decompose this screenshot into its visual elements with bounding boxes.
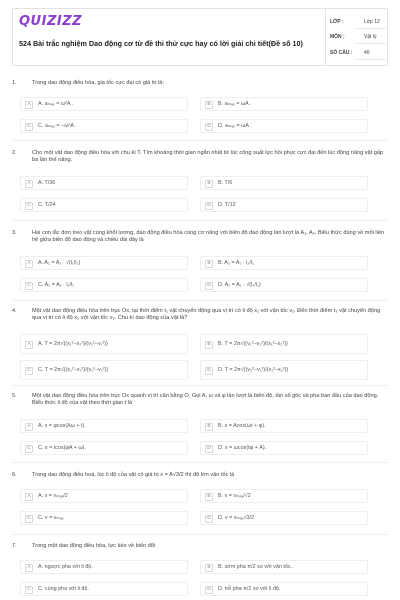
question-text: Một vật dao động điều hòa trên trục Ox, tại thời điểm t₁ vật chuyển động qua vị trí có li độ x₁ với vận tốc v₁. Đến thời điểm t₂ vật chuyển động qua vị trí có li độ x₂ với vận tốc v₂. Chu kì dao động của vật là? — [32, 308, 381, 322]
option-text: D. T/12 — [218, 202, 236, 208]
option-letter: A — [25, 423, 33, 431]
option-text: A. x = φcos(Aω + t). — [38, 423, 86, 429]
question-text: Hai con lắc đơn treo vật cùng khối lượng, dao động điều hòa cùng cơ năng với biên độ dao động lần lượt là A₁, A₂. Biểu thức đúng về mối liên hệ giữa biên độ dao động và chiều dài dây là — [32, 230, 385, 244]
option-letter: B — [205, 493, 213, 501]
option-text: D. aₘₐₓ = ωA . — [218, 123, 252, 129]
option-b[interactable] — [200, 560, 368, 574]
option-letter: C — [25, 586, 33, 594]
option-text: B. T = 2π√((v₁²−v₂²)/(x₁²−x₂²)) — [218, 341, 288, 347]
meta-row-count — [330, 46, 388, 60]
option-text: B. A₂ = A₁ · l₂/l₁ — [218, 260, 254, 266]
option-text: C. cùng pha với li độ. — [38, 586, 89, 592]
meta-key: SỐ CÂU : — [330, 50, 353, 56]
option-text: C. x = tcos(φA + ω). — [38, 445, 86, 451]
option-text: A. ngược pha với li độ. — [38, 564, 93, 570]
option-text: B. x = Acos(ωt + φ). — [218, 423, 266, 429]
divider — [12, 140, 388, 141]
option-letter: C — [25, 515, 33, 523]
option-text: C. A₂ = A₁ · l₁/l₂ — [38, 282, 75, 288]
divider — [356, 43, 386, 44]
meta-key: MÔN : — [330, 34, 345, 40]
option-b[interactable] — [200, 256, 368, 270]
divider — [356, 28, 386, 29]
option-a[interactable] — [20, 334, 188, 354]
option-a[interactable] — [20, 176, 188, 190]
option-text: B. sớm pha π/2 so với vận tốc. — [218, 564, 293, 570]
option-letter: A — [25, 493, 33, 501]
option-a[interactable] — [20, 97, 188, 111]
meta-value: Vật lý — [364, 34, 377, 40]
meta-row-class — [330, 15, 388, 29]
option-text: B. v = vₘₐₓ/√2 — [218, 493, 251, 499]
option-letter: D — [205, 586, 213, 594]
option-text: A. A₂ = A₁ · √(l₁/l₂) — [38, 260, 81, 266]
question-number: 3. — [12, 230, 17, 236]
option-b[interactable] — [200, 489, 368, 503]
question-number: 6. — [12, 472, 17, 478]
option-d[interactable] — [200, 119, 368, 133]
option-letter: D — [205, 445, 213, 453]
question-number: 5. — [12, 393, 17, 399]
question-number: 2. — [12, 150, 17, 156]
option-text: A. T/36 — [38, 180, 56, 186]
divider — [12, 462, 388, 463]
question-text: Một vật dao động điều hòa trên trục Ox quanh vị trí cân bằng O. Gọi A, ω và φ lần lượt là biên độ, tần số góc và pha ban đầu của dao động. Biểu thức li độ của vật theo thời gian t là — [32, 393, 379, 407]
option-letter: A — [25, 260, 33, 268]
option-a[interactable] — [20, 489, 188, 503]
question-text: Cho một vật dao động điều hòa với chu kì T. Tìm khoảng thời gian ngắn nhất từ lúc công suất lực hồi phục cực đại đến lúc động năng vật gấp ba lần thế năng. — [32, 150, 384, 164]
option-text: D. T = 2π√((v₂²−v₁²)/(x₁²−x₂²)) — [218, 367, 289, 373]
option-text: D. A₂ = A₁ · √(l₂/l₁) — [218, 282, 261, 288]
option-text: A. T = 2π√((x₁²−x₂²)/(v₂²−v₁²)) — [38, 341, 108, 347]
quizizz-logo: QUIZIZZ — [19, 14, 83, 29]
option-letter: C — [25, 282, 33, 290]
option-d[interactable] — [200, 198, 368, 212]
option-text: C. v = vₘₐₓ — [38, 515, 64, 521]
question-number: 7. — [12, 543, 17, 549]
option-text: D. v = vₘₐₓ√3/2 — [218, 515, 255, 521]
option-b[interactable] — [200, 419, 368, 433]
option-letter: D — [205, 282, 213, 290]
option-b[interactable] — [200, 176, 368, 190]
option-letter: A — [25, 180, 33, 188]
option-letter: B — [205, 101, 213, 109]
meta-value: 40 — [364, 50, 370, 56]
divider — [12, 300, 388, 301]
divider — [12, 385, 388, 386]
option-text: C. aₘₐₓ = −ω²A . — [38, 123, 77, 129]
option-text: A. aₘₐₓ = ω²A . — [38, 101, 74, 107]
option-letter: B — [205, 564, 213, 572]
option-letter: B — [205, 341, 213, 349]
question-text: Trong dao động điều hoà, lúc li độ của vật có giá trị x = A√3/2 thì độ lớn vận tốc là — [32, 472, 235, 478]
option-letter: D — [205, 515, 213, 523]
option-letter: C — [25, 367, 33, 375]
option-b[interactable] — [200, 97, 368, 111]
document-title: 524 Bài trắc nghiệm Dao động cơ từ đề thi thử cực hay có lời giải chi tiết(Đề số 10) — [19, 39, 303, 48]
document-header — [12, 8, 388, 66]
option-letter: A — [25, 341, 33, 349]
option-a[interactable] — [20, 419, 188, 433]
option-c[interactable] — [20, 278, 188, 292]
option-letter: A — [25, 564, 33, 572]
meta-key: LỚP : — [330, 19, 344, 25]
option-d[interactable] — [200, 360, 368, 380]
option-letter: C — [25, 202, 33, 210]
question-number: 4. — [12, 308, 17, 314]
option-letter: B — [205, 260, 213, 268]
option-text: C. T/24 — [38, 202, 56, 208]
option-letter: C — [25, 123, 33, 131]
option-letter: C — [25, 445, 33, 453]
option-b[interactable] — [200, 334, 368, 354]
question-text: Trong dao động điều hòa, gia tốc cực đại có giá trị là: — [32, 80, 164, 86]
option-a[interactable] — [20, 560, 188, 574]
option-text: D. trễ pha π/2 so với li độ. — [218, 586, 281, 592]
option-letter: B — [205, 180, 213, 188]
option-letter: D — [205, 202, 213, 210]
divider — [12, 220, 388, 221]
option-letter: B — [205, 423, 213, 431]
option-d[interactable] — [200, 511, 368, 525]
option-text: B. aₘₐₓ = ωA . — [218, 101, 252, 107]
option-text: C. T = 2π√((x₁²−x₂²)/(v₁²−v₂²)) — [38, 367, 109, 373]
option-a[interactable] — [20, 256, 188, 270]
option-text: B. T/6 — [218, 180, 233, 186]
option-letter: D — [205, 367, 213, 375]
option-c[interactable] — [20, 360, 188, 380]
meta-row-subject — [330, 30, 388, 44]
option-c[interactable] — [20, 198, 188, 212]
meta-value: Lớp 12 — [364, 19, 380, 25]
option-c[interactable] — [20, 119, 188, 133]
divider — [356, 59, 386, 60]
question-text: Trong một dao động điều hòa, lực kéo về biến đổi — [32, 543, 156, 549]
option-d[interactable] — [200, 582, 368, 596]
option-c[interactable] — [20, 582, 188, 596]
option-d[interactable] — [200, 278, 368, 292]
option-text: A. v = vₘₐₓ/2 — [38, 493, 68, 499]
option-d[interactable] — [200, 441, 368, 455]
option-letter: D — [205, 123, 213, 131]
option-c[interactable] — [20, 511, 188, 525]
option-letter: A — [25, 101, 33, 109]
option-c[interactable] — [20, 441, 188, 455]
meta-box — [325, 9, 388, 65]
option-text: D. x = ωcos(tφ + A). — [218, 445, 267, 451]
question-number: 1. — [12, 80, 17, 86]
divider — [12, 534, 388, 535]
